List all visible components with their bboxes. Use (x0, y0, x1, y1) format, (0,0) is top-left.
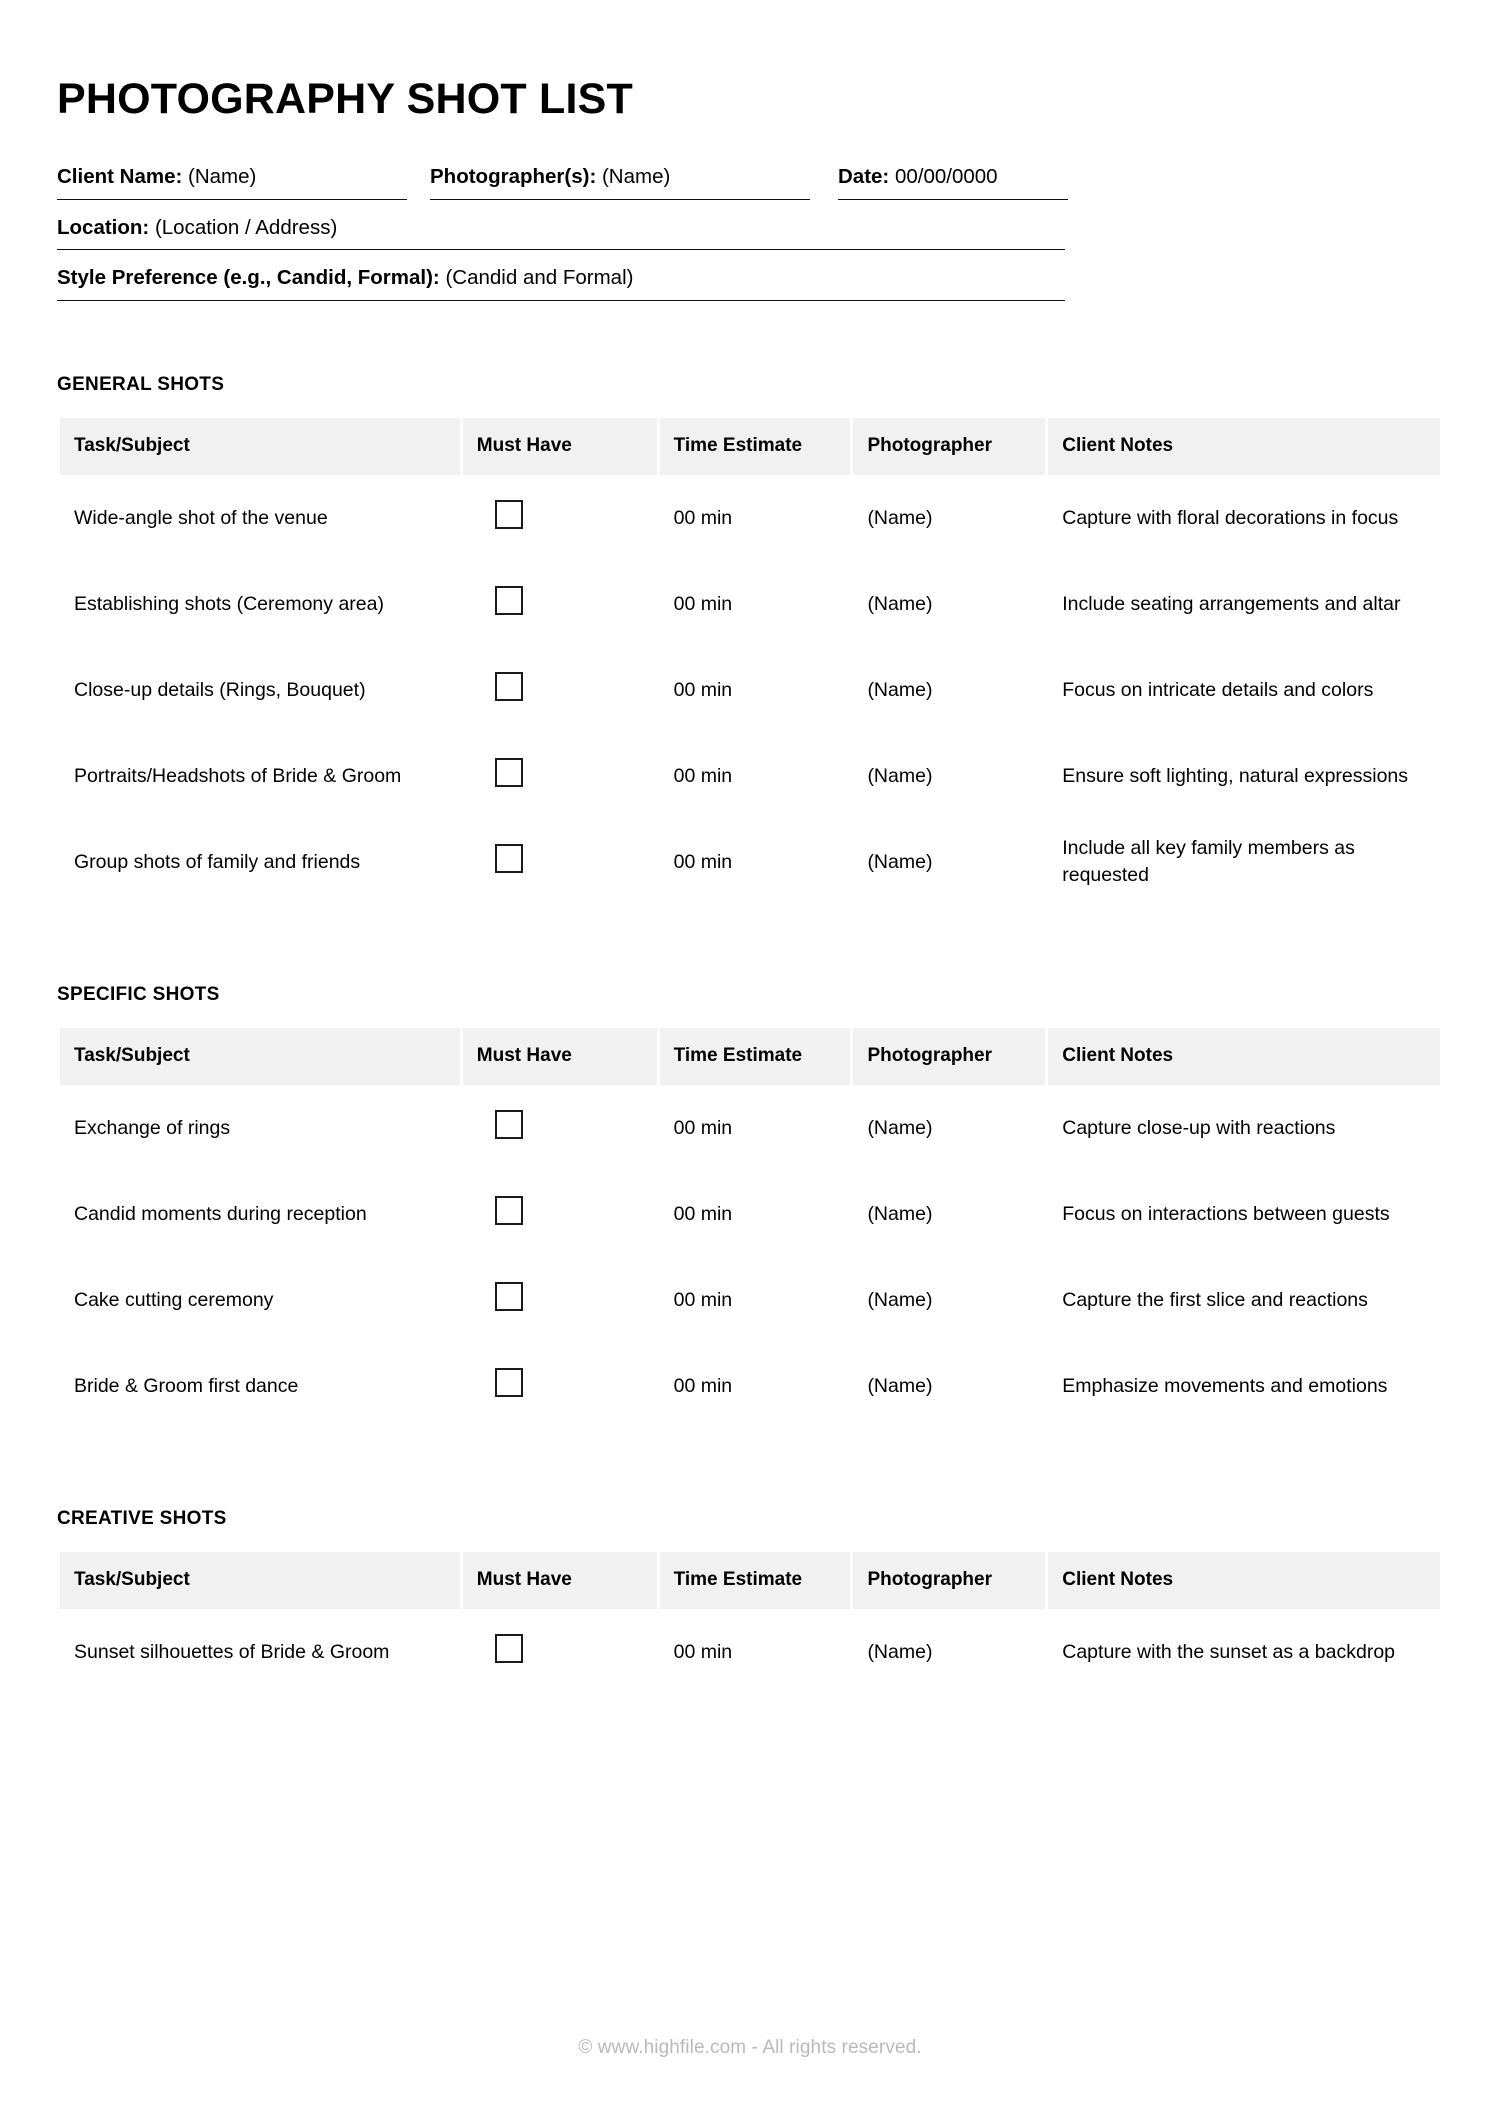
must-have-checkbox[interactable] (495, 500, 523, 529)
date-value: 00/00/0000 (894, 165, 998, 188)
cell-must-have (463, 1171, 657, 1257)
cell-time-estimate: 00 min (660, 475, 851, 561)
client-name-field[interactable] (57, 165, 407, 200)
photographer-label: Photographer(s): (430, 165, 597, 188)
page-title: PHOTOGRAPHY SHOT LIST (57, 75, 634, 123)
must-have-checkbox[interactable] (495, 672, 523, 701)
header-info-row-2 (57, 216, 1443, 251)
cell-client-notes: Capture the first slice and reactions (1048, 1257, 1440, 1343)
header-info-row-3 (57, 266, 1443, 301)
cell-task: Sunset silhouettes of Bride & Groom (60, 1609, 460, 1695)
cell-task: Exchange of rings (60, 1085, 460, 1171)
cell-task: Establishing shots (Ceremony area) (60, 561, 460, 647)
column-header-photographer: Photographer (853, 1028, 1045, 1085)
cell-time-estimate: 00 min (660, 819, 851, 905)
cell-photographer: (Name) (853, 733, 1045, 819)
cell-task: Close-up details (Rings, Bouquet) (60, 647, 460, 733)
table-body-creative (60, 1609, 1440, 1695)
cell-must-have (463, 819, 657, 905)
section-title-specific: SPECIFIC SHOTS (57, 983, 220, 1005)
cell-must-have (463, 1609, 657, 1695)
column-header-must-have: Must Have (463, 418, 657, 475)
cell-photographer: (Name) (853, 475, 1045, 561)
style-preference-value: (Candid and Formal) (445, 266, 634, 290)
cell-time-estimate: 00 min (660, 1343, 851, 1429)
table-row (60, 819, 1440, 905)
cell-must-have (463, 647, 657, 733)
table-body-specific (60, 1085, 1440, 1429)
cell-photographer: (Name) (853, 561, 1045, 647)
must-have-checkbox[interactable] (495, 1368, 523, 1397)
must-have-checkbox[interactable] (495, 844, 523, 873)
must-have-checkbox[interactable] (495, 1196, 523, 1225)
table-row (60, 1171, 1440, 1257)
cell-must-have (463, 733, 657, 819)
must-have-checkbox[interactable] (495, 1634, 523, 1663)
cell-task: Candid moments during reception (60, 1171, 460, 1257)
date-label: Date: (838, 165, 890, 188)
cell-task: Wide-angle shot of the venue (60, 475, 460, 561)
table-header-row (60, 1552, 1440, 1609)
table-row (60, 1257, 1440, 1343)
style-preference-field[interactable] (57, 266, 1065, 301)
cell-client-notes: Focus on interactions between guests (1048, 1171, 1440, 1257)
table-row (60, 1609, 1440, 1695)
cell-time-estimate: 00 min (660, 1609, 851, 1695)
cell-photographer: (Name) (853, 1343, 1045, 1429)
table-row (60, 647, 1440, 733)
shots-table-general (57, 418, 1443, 905)
column-header-time-estimate: Time Estimate (660, 1028, 851, 1085)
cell-photographer: (Name) (853, 647, 1045, 733)
cell-photographer: (Name) (853, 1257, 1045, 1343)
cell-client-notes: Capture with floral decorations in focus (1048, 475, 1440, 561)
column-header-task: Task/Subject (60, 1552, 460, 1609)
cell-client-notes: Include seating arrangements and altar (1048, 561, 1440, 647)
cell-time-estimate: 00 min (660, 561, 851, 647)
cell-client-notes: Focus on intricate details and colors (1048, 647, 1440, 733)
table-row (60, 475, 1440, 561)
location-label: Location: (57, 215, 150, 239)
cell-photographer: (Name) (853, 1609, 1045, 1695)
cell-client-notes: Capture close-up with reactions (1048, 1085, 1440, 1171)
column-header-must-have: Must Have (463, 1028, 657, 1085)
section-title-creative: CREATIVE SHOTS (57, 1507, 227, 1529)
column-header-client-notes: Client Notes (1048, 1552, 1440, 1609)
cell-client-notes: Include all key family members as requested (1048, 819, 1440, 905)
column-header-photographer: Photographer (853, 1552, 1045, 1609)
column-header-must-have: Must Have (463, 1552, 657, 1609)
table-row (60, 1085, 1440, 1171)
header-info-row-1 (57, 165, 1443, 200)
column-header-client-notes: Client Notes (1048, 418, 1440, 475)
column-header-task: Task/Subject (60, 418, 460, 475)
shots-table-specific (57, 1028, 1443, 1429)
cell-time-estimate: 00 min (660, 733, 851, 819)
header-info-block (57, 165, 1443, 301)
footer-copyright: © www.highfile.com - All rights reserved. (578, 2037, 922, 2058)
cell-photographer: (Name) (853, 819, 1045, 905)
cell-time-estimate: 00 min (660, 1257, 851, 1343)
section-title-general: GENERAL SHOTS (57, 373, 225, 395)
photographer-field[interactable] (430, 165, 810, 200)
table-body-general (60, 475, 1440, 905)
photographer-value: (Name) (601, 165, 671, 188)
cell-client-notes: Capture with the sunset as a backdrop (1048, 1609, 1440, 1695)
column-header-photographer: Photographer (853, 418, 1045, 475)
cell-task: Cake cutting ceremony (60, 1257, 460, 1343)
location-field[interactable] (57, 216, 1065, 251)
cell-task: Portraits/Headshots of Bride & Groom (60, 733, 460, 819)
table-header-row (60, 418, 1440, 475)
cell-must-have (463, 561, 657, 647)
cell-client-notes: Emphasize movements and emotions (1048, 1343, 1440, 1429)
cell-task: Group shots of family and friends (60, 819, 460, 905)
table-row (60, 561, 1440, 647)
column-header-task: Task/Subject (60, 1028, 460, 1085)
cell-must-have (463, 1343, 657, 1429)
cell-task: Bride & Groom first dance (60, 1343, 460, 1429)
client-name-label: Client Name: (57, 165, 183, 188)
cell-must-have (463, 1085, 657, 1171)
style-preference-label: Style Preference (e.g., Candid, Formal): (57, 266, 440, 290)
must-have-checkbox[interactable] (495, 1282, 523, 1311)
client-name-value: (Name) (188, 165, 257, 188)
cell-time-estimate: 00 min (660, 1171, 851, 1257)
table-header-row (60, 1028, 1440, 1085)
must-have-checkbox[interactable] (495, 586, 523, 615)
table-row (60, 1343, 1440, 1429)
column-header-time-estimate: Time Estimate (660, 418, 851, 475)
cell-client-notes: Ensure soft lighting, natural expressions (1048, 733, 1440, 819)
must-have-checkbox[interactable] (495, 1110, 523, 1139)
column-header-client-notes: Client Notes (1048, 1028, 1440, 1085)
cell-must-have (463, 475, 657, 561)
cell-photographer: (Name) (853, 1171, 1045, 1257)
shots-table-creative (57, 1552, 1443, 1695)
table-row (60, 733, 1440, 819)
location-value: (Location / Address) (154, 215, 338, 239)
date-field[interactable] (838, 165, 1068, 200)
cell-photographer: (Name) (853, 1085, 1045, 1171)
cell-must-have (463, 1257, 657, 1343)
must-have-checkbox[interactable] (495, 758, 523, 787)
cell-time-estimate: 00 min (660, 1085, 851, 1171)
cell-time-estimate: 00 min (660, 647, 851, 733)
column-header-time-estimate: Time Estimate (660, 1552, 851, 1609)
